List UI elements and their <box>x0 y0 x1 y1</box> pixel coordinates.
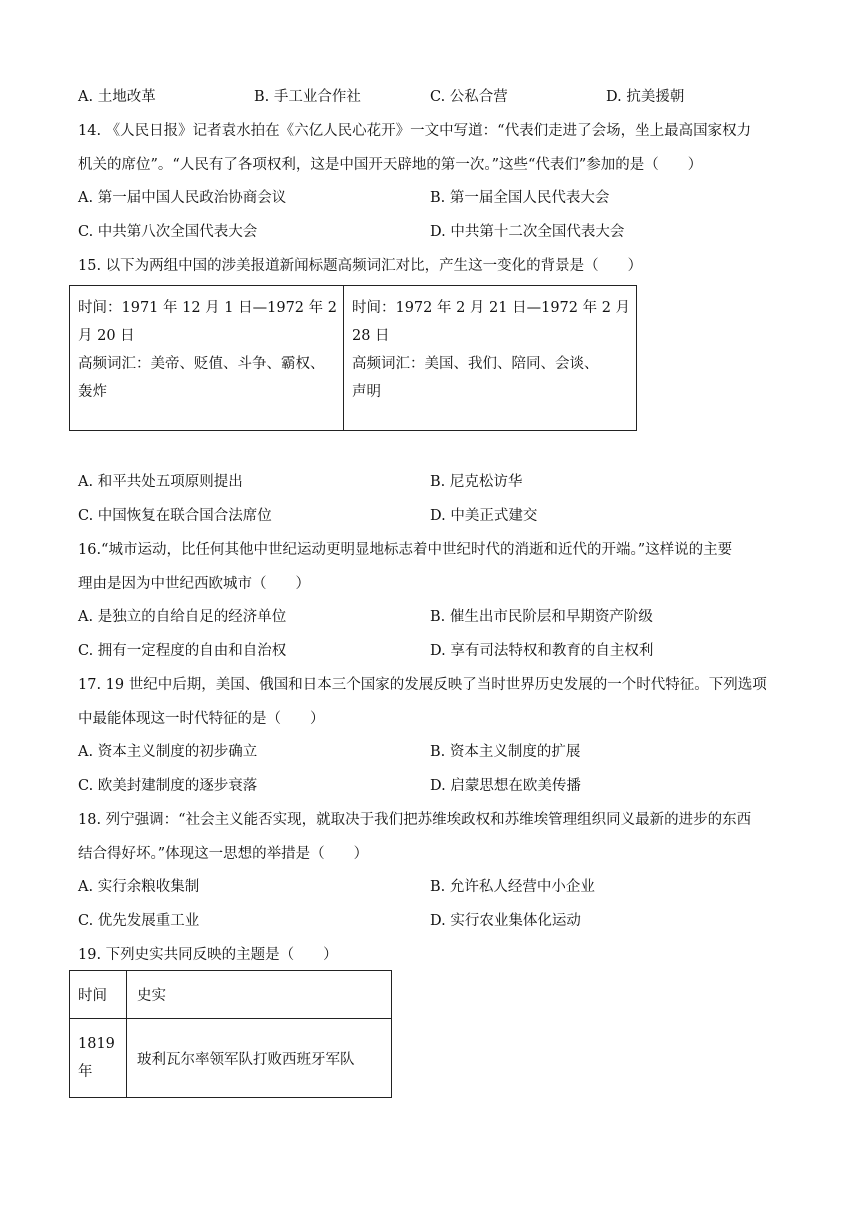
q17-stem-line-2: 中最能体现这一时代特征的是（ ） <box>78 711 325 727</box>
q15-right-line: 声明 <box>351 384 381 400</box>
q15-left-line: 轰炸 <box>78 384 107 400</box>
q18-stem-line-1: 18. 列宁强调：“社会主义能否实现，就取决于我们把苏维埃政权和苏维埃管理组织同义最新的进步的东西 <box>78 812 752 828</box>
q13-option-c: C. 公私合营 <box>430 89 508 105</box>
q14-option-a: A. 第一届中国人民政治协商会议 <box>78 190 287 206</box>
q17-option-b: B. 资本主义制度的扩展 <box>430 744 581 760</box>
q16-option-b: B. 催生出市民阶层和早期资产阶级 <box>430 609 653 625</box>
q16-option-d: D. 享有司法特权和教育的自主权利 <box>430 643 654 659</box>
q18-option-b: B. 允许私人经营中小企业 <box>430 879 595 895</box>
q14-stem-line-2: 机关的席位”。“人民有了各项权利，这是中国开天辟地的第一次。”这些“代表们”参加的是（ ） <box>78 157 703 173</box>
q15-left-line: 高频词汇：美帝、贬值、斗争、霸权、 <box>78 356 325 372</box>
q17-option-a: A. 资本主义制度的初步确立 <box>78 744 258 760</box>
q18-option-d: D. 实行农业集体化运动 <box>430 913 581 929</box>
q15-option-c: C. 中国恢复在联合国合法席位 <box>78 508 272 524</box>
q14-option-d: D. 中共第十二次全国代表大会 <box>430 224 625 240</box>
q15-option-b: B. 尼克松访华 <box>430 474 523 490</box>
q13-option-b: B. 手工业合作社 <box>254 89 361 105</box>
q14-option-c: C. 中共第八次全国代表大会 <box>78 224 258 240</box>
q13-option-d: D. 抗美援朝 <box>606 89 685 105</box>
q17-stem-line-1: 17. 19 世纪中后期，美国、俄国和日本三个国家的发展反映了当时世界历史发展的一个时代特征。下列选项 <box>78 677 767 693</box>
q19-header-event: 史实 <box>127 971 392 1019</box>
q15-left-line: 月 20 日 <box>78 328 135 344</box>
q19-row-year: 1819 <box>78 1036 115 1052</box>
q13-option-a: A. 土地改革 <box>78 89 156 105</box>
q15-option-a: A. 和平共处五项原则提出 <box>78 474 243 490</box>
q15-comparison-table <box>69 285 637 431</box>
q16-option-c: C. 拥有一定程度的自由和自治权 <box>78 643 287 659</box>
q15-right-line: 高频词汇：美国、我们、陪同、会谈、 <box>351 356 599 372</box>
q15-stem: 15. 以下为两组中国的涉美报道新闻标题高频词汇对比，产生这一变化的背景是（ ） <box>78 258 643 274</box>
q19-stem: 19. 下列史实共同反映的主题是（ ） <box>78 947 338 963</box>
q18-option-a: A. 实行余粮收集制 <box>78 879 200 895</box>
q15-option-d: D. 中美正式建交 <box>430 508 538 524</box>
q15-right-line: 28 日 <box>351 328 390 344</box>
q18-stem-line-2: 结合得好坏。”体现这一思想的举措是（ ） <box>78 846 369 862</box>
q14-stem-line-1: 14. 《人民日报》记者袁水拍在《六亿人民心花开》一文中写道：“代表们走进了会场，坐上最高国家权力 <box>78 123 752 139</box>
q19-row-year-unit: 年 <box>78 1064 93 1080</box>
q18-option-c: C. 优先发展重工业 <box>78 913 200 929</box>
q16-option-a: A. 是独立的自给自足的经济单位 <box>78 609 287 625</box>
q16-stem-line-2: 理由是因为中世纪西欧城市（ ） <box>78 576 310 592</box>
q14-option-b: B. 第一届全国人民代表大会 <box>430 190 610 206</box>
q19-row-event: 玻利瓦尔率领军队打败西班牙军队 <box>127 1019 392 1098</box>
q15-right-cell <box>343 286 636 431</box>
q15-right-line: 时间：1972 年 2 月 21 日—1972 年 2 月 <box>351 300 631 316</box>
q16-stem-line-1: 16.“城市运动，比任何其他中世纪运动更明显地标志着中世纪时代的消逝和近代的开端。”这样说的主要 <box>78 542 733 558</box>
q17-option-c: C. 欧美封建制度的逐步衰落 <box>78 778 258 794</box>
q19-row-time-cell <box>70 1019 127 1098</box>
q19-header-time: 时间 <box>70 971 127 1019</box>
q19-history-table <box>69 970 392 1098</box>
q15-left-cell <box>70 286 344 431</box>
q15-left-line: 时间：1971 年 12 月 1 日—1972 年 2 <box>78 300 337 316</box>
q17-option-d: D. 启蒙思想在欧美传播 <box>430 778 581 794</box>
